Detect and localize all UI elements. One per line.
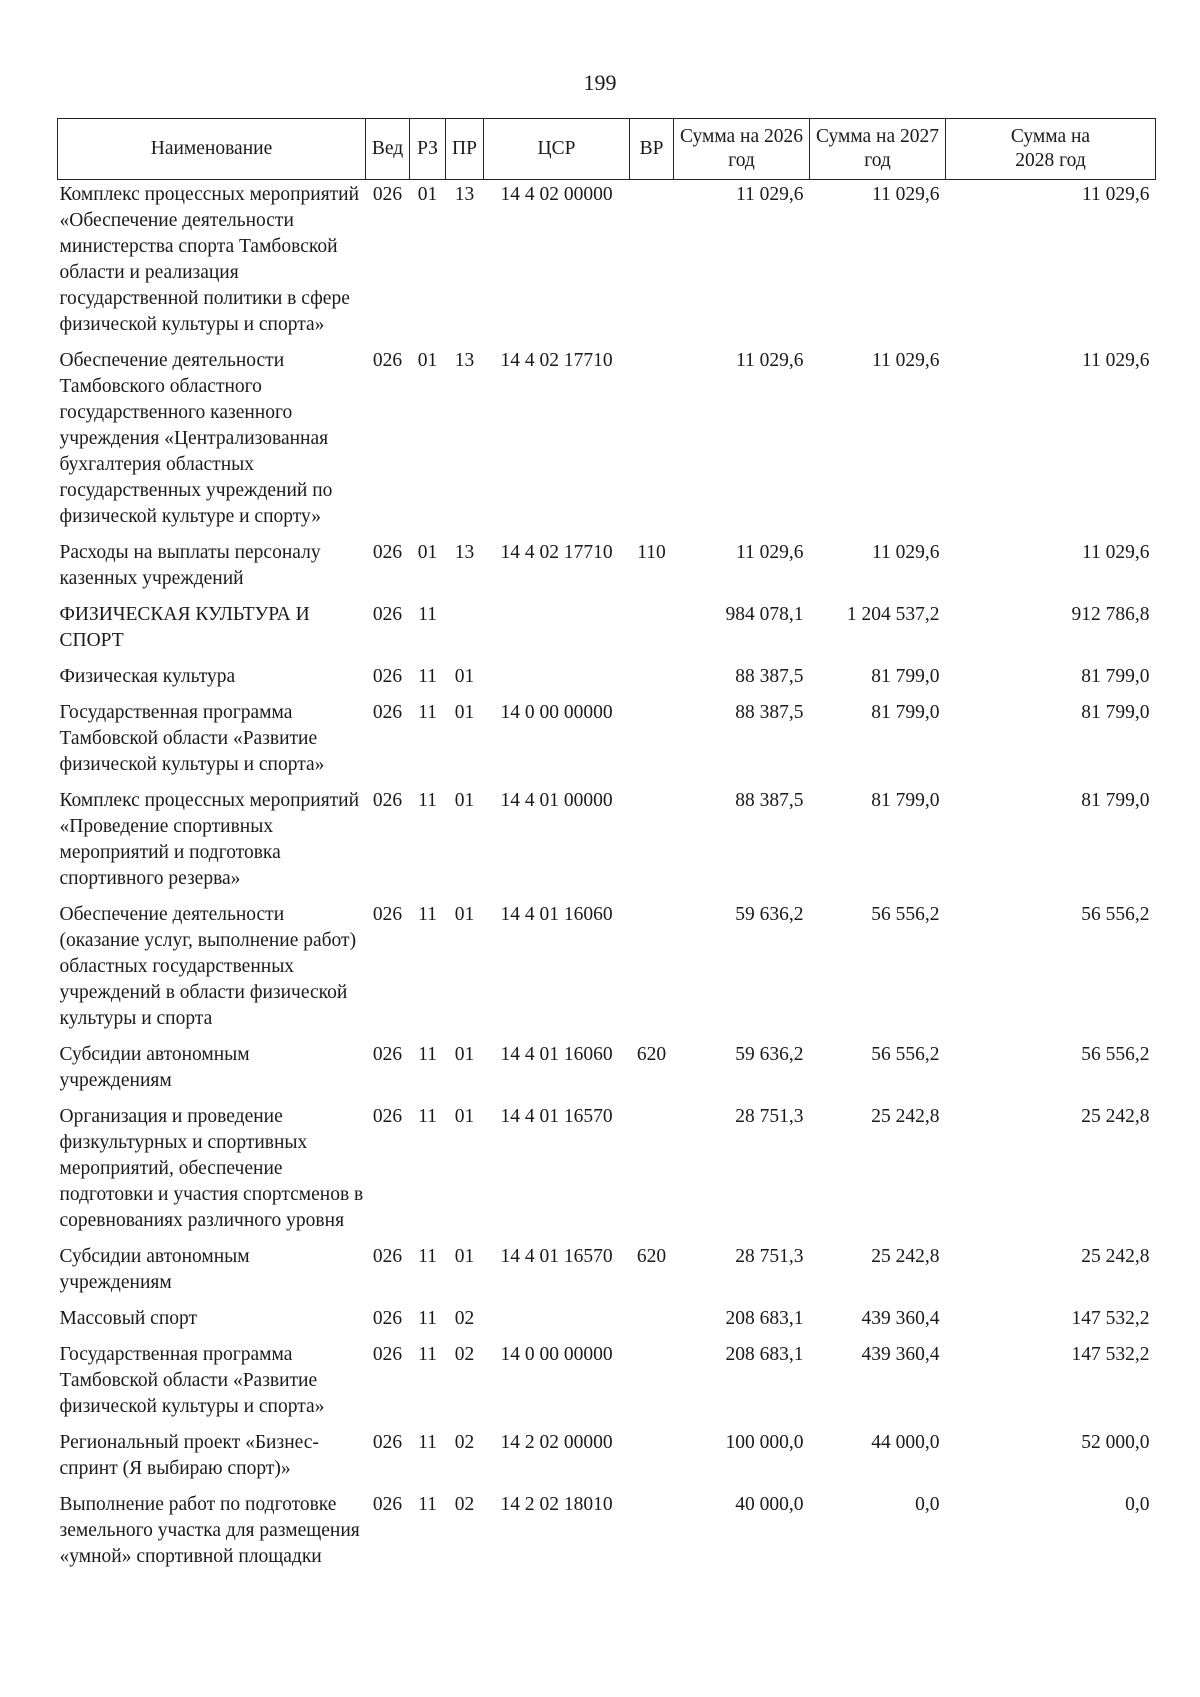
row-sum-2026: 208 683,1 — [725, 1308, 804, 1329]
row-csr: 14 2 02 00000 — [500, 1432, 613, 1453]
row-pr: 02 — [454, 1308, 475, 1329]
row-ved: 026 — [372, 1246, 403, 1267]
row-sum-2026: 88 387,5 — [735, 790, 804, 811]
row-csr: 14 4 02 17710 — [500, 350, 613, 371]
row-vr — [630, 1304, 674, 1340]
row-csr: 14 4 01 16060 — [500, 904, 613, 925]
row-sum-2026: 88 387,5 — [735, 702, 804, 723]
row-sum-2027: 439 360,4 — [861, 1308, 940, 1329]
row-vr: 620 — [636, 1246, 667, 1267]
table-row — [58, 600, 1156, 662]
table-row — [58, 662, 1156, 698]
row-sum-2028: 11 029,6 — [1081, 350, 1150, 371]
row-vr — [630, 180, 674, 347]
row-ved: 026 — [372, 1308, 403, 1329]
header-sum-2026: Сумма на 2026 год — [674, 119, 810, 180]
row-rz: 11 — [418, 1246, 437, 1267]
row-rz: 11 — [418, 1494, 437, 1515]
row-name: Государственная программа Тамбовской области «Развитие физической культуры и спорта» — [59, 702, 325, 775]
row-sum-2028: 11 029,6 — [1081, 542, 1150, 563]
row-vr — [630, 698, 674, 786]
row-ved: 026 — [372, 702, 403, 723]
row-csr: 14 4 01 16570 — [500, 1106, 613, 1127]
row-sum-2028: 81 799,0 — [1081, 666, 1150, 687]
row-sum-2028: 912 786,8 — [1071, 604, 1150, 625]
row-rz: 11 — [418, 604, 437, 625]
row-csr — [484, 600, 630, 662]
row-vr — [630, 662, 674, 698]
row-sum-2028: 81 799,0 — [1081, 702, 1150, 723]
row-rz: 11 — [418, 1308, 437, 1329]
row-vr — [630, 1490, 674, 1578]
row-name: ФИЗИЧЕСКАЯ КУЛЬТУРА И СПОРТ — [59, 604, 310, 651]
row-vr — [630, 600, 674, 662]
row-name: Комплекс процессных мероприятий «Проведение спортивных мероприятий и подготовка спортивного резерва» — [59, 790, 360, 889]
row-vr: 110 — [637, 542, 666, 563]
row-sum-2027: 81 799,0 — [871, 702, 940, 723]
row-pr: 01 — [454, 702, 475, 723]
row-sum-2028: 25 242,8 — [1081, 1106, 1150, 1127]
table-row — [58, 1304, 1156, 1340]
row-sum-2026: 28 751,3 — [735, 1106, 804, 1127]
row-rz: 01 — [417, 350, 438, 371]
row-sum-2026: 59 636,2 — [735, 1044, 804, 1065]
row-name: Комплекс процессных мероприятий «Обеспечение деятельности министерства спорта Тамбовской области и реализация государственной политики в сфере физической культуры и спорта» — [59, 184, 360, 335]
row-sum-2027: 44 000,0 — [871, 1432, 940, 1453]
row-pr: 13 — [454, 184, 475, 205]
row-pr: 02 — [454, 1432, 475, 1453]
row-rz: 11 — [418, 1044, 437, 1065]
table-row — [58, 786, 1156, 900]
row-vr — [630, 1102, 674, 1242]
row-sum-2026: 88 387,5 — [735, 666, 804, 687]
row-csr: 14 0 00 00000 — [500, 1344, 613, 1365]
row-rz: 11 — [418, 1432, 437, 1453]
table-row — [58, 900, 1156, 1040]
row-rz: 01 — [417, 542, 438, 563]
row-pr: 01 — [454, 1106, 475, 1127]
row-sum-2028: 52 000,0 — [1081, 1432, 1150, 1453]
row-csr: 14 4 02 00000 — [500, 184, 613, 205]
table-row — [58, 346, 1156, 538]
row-name: Обеспечение деятельности (оказание услуг, выполнение работ) областных государственных учреждений в области физической культуры и спорта — [59, 904, 357, 1029]
table-row — [58, 1102, 1156, 1242]
row-sum-2027: 81 799,0 — [871, 666, 940, 687]
row-vr — [630, 1428, 674, 1490]
row-rz: 01 — [417, 184, 438, 205]
row-sum-2026: 11 029,6 — [735, 350, 804, 371]
row-sum-2027: 56 556,2 — [871, 904, 940, 925]
row-rz: 11 — [418, 904, 437, 925]
row-ved: 026 — [372, 1044, 403, 1065]
row-name: Массовый спорт — [59, 1308, 198, 1329]
row-csr: 14 4 02 17710 — [500, 542, 613, 563]
table-body — [58, 180, 1156, 1579]
row-ved: 026 — [372, 604, 403, 625]
row-ved: 026 — [372, 350, 403, 371]
row-pr: 01 — [454, 1044, 475, 1065]
row-sum-2027: 11 029,6 — [871, 184, 940, 205]
row-sum-2026: 208 683,1 — [725, 1344, 804, 1365]
row-sum-2026: 11 029,6 — [735, 184, 804, 205]
row-sum-2027: 439 360,4 — [861, 1344, 940, 1365]
row-pr: 01 — [454, 1246, 475, 1267]
row-sum-2027: 56 556,2 — [871, 1044, 940, 1065]
table-row — [58, 1428, 1156, 1490]
row-pr: 01 — [454, 666, 475, 687]
row-sum-2027: 25 242,8 — [871, 1106, 940, 1127]
row-ved: 026 — [372, 542, 403, 563]
row-csr — [484, 662, 630, 698]
row-pr — [446, 600, 484, 662]
budget-table — [57, 118, 1156, 1578]
row-pr: 02 — [454, 1494, 475, 1515]
page-number: 199 — [583, 70, 617, 95]
table-row — [58, 538, 1156, 600]
row-ved: 026 — [372, 904, 403, 925]
row-name: Организация и проведение физкультурных и спортивных мероприятий, обеспечение подготовки и участия спортсменов в соревнованиях различного уровня — [59, 1106, 364, 1231]
row-sum-2026: 59 636,2 — [735, 904, 804, 925]
row-sum-2026: 984 078,1 — [725, 604, 804, 625]
header-sum-2028: Сумма на 2028 год — [946, 119, 1156, 180]
row-rz: 11 — [418, 1106, 437, 1127]
table-row — [58, 1490, 1156, 1578]
row-vr: 620 — [636, 1044, 667, 1065]
row-ved: 026 — [372, 1494, 403, 1515]
row-sum-2026: 28 751,3 — [735, 1246, 804, 1267]
header-ved: Вед — [366, 119, 410, 180]
row-vr — [630, 1340, 674, 1428]
row-csr — [484, 1304, 630, 1340]
row-vr — [630, 786, 674, 900]
header-rz: РЗ — [410, 119, 446, 180]
table-row — [58, 1340, 1156, 1428]
row-sum-2026: 40 000,0 — [735, 1494, 804, 1515]
table-row — [58, 1040, 1156, 1102]
row-pr: 01 — [454, 904, 475, 925]
row-sum-2028: 0,0 — [1125, 1494, 1150, 1515]
row-sum-2027: 81 799,0 — [871, 790, 940, 811]
row-name: Выполнение работ по подготовке земельного участка для размещения «умной» спортивной площадки — [59, 1494, 360, 1567]
row-sum-2028: 11 029,6 — [1081, 184, 1150, 205]
row-csr: 14 4 01 16570 — [500, 1246, 613, 1267]
row-ved: 026 — [372, 1432, 403, 1453]
table-header — [58, 119, 1156, 180]
row-rz: 11 — [418, 702, 437, 723]
header-csr: ЦСР — [484, 119, 630, 180]
row-pr: 01 — [454, 790, 475, 811]
header-sum-2027: Сумма на 2027 год — [810, 119, 946, 180]
row-pr: 13 — [454, 350, 475, 371]
row-name: Физическая культура — [59, 666, 236, 687]
row-sum-2027: 25 242,8 — [871, 1246, 940, 1267]
row-vr — [630, 346, 674, 538]
row-rz: 11 — [418, 790, 437, 811]
row-sum-2028: 25 242,8 — [1081, 1246, 1150, 1267]
header-pr: ПР — [446, 119, 484, 180]
row-ved: 026 — [372, 1344, 403, 1365]
row-sum-2028: 147 532,2 — [1071, 1344, 1150, 1365]
row-sum-2028: 56 556,2 — [1081, 904, 1150, 925]
row-vr — [630, 900, 674, 1040]
header-vr: ВР — [630, 119, 674, 180]
row-ved: 026 — [372, 790, 403, 811]
row-sum-2028: 147 532,2 — [1071, 1308, 1150, 1329]
row-pr: 02 — [454, 1344, 475, 1365]
table-row — [58, 698, 1156, 786]
row-csr: 14 4 01 16060 — [500, 1044, 613, 1065]
row-name: Субсидии автономным учреждениям — [59, 1044, 250, 1091]
row-ved: 026 — [372, 1106, 403, 1127]
row-name: Региональный проект «Бизнес-спринт (Я выбираю спорт)» — [59, 1432, 319, 1479]
table-row — [58, 180, 1156, 347]
row-pr: 13 — [454, 542, 475, 563]
row-csr: 14 4 01 00000 — [500, 790, 613, 811]
row-ved: 026 — [372, 666, 403, 687]
row-sum-2026: 100 000,0 — [725, 1432, 804, 1453]
row-sum-2027: 0,0 — [915, 1494, 940, 1515]
row-rz: 11 — [418, 1344, 437, 1365]
row-sum-2027: 11 029,6 — [871, 542, 940, 563]
header-row — [58, 119, 1156, 180]
row-sum-2028: 81 799,0 — [1081, 790, 1150, 811]
row-csr: 14 2 02 18010 — [500, 1494, 613, 1515]
row-name: Обеспечение деятельности Тамбовского областного государственного казенного учреждения «Централизованная бухгалтерия областных государственных учреждений по физической культуре и спорту» — [59, 350, 333, 527]
row-csr: 14 0 00 00000 — [500, 702, 613, 723]
row-sum-2027: 11 029,6 — [871, 350, 940, 371]
table-row — [58, 1242, 1156, 1304]
row-name: Расходы на выплаты персоналу казенных учреждений — [59, 542, 321, 589]
row-name: Государственная программа Тамбовской области «Развитие физической культуры и спорта» — [59, 1344, 325, 1417]
row-sum-2028: 56 556,2 — [1081, 1044, 1150, 1065]
row-rz: 11 — [418, 666, 437, 687]
row-ved: 026 — [372, 184, 403, 205]
row-name: Субсидии автономным учреждениям — [59, 1246, 250, 1293]
row-sum-2026: 11 029,6 — [735, 542, 804, 563]
row-sum-2027: 1 204 537,2 — [846, 604, 940, 625]
header-name: Наименование — [58, 119, 366, 180]
